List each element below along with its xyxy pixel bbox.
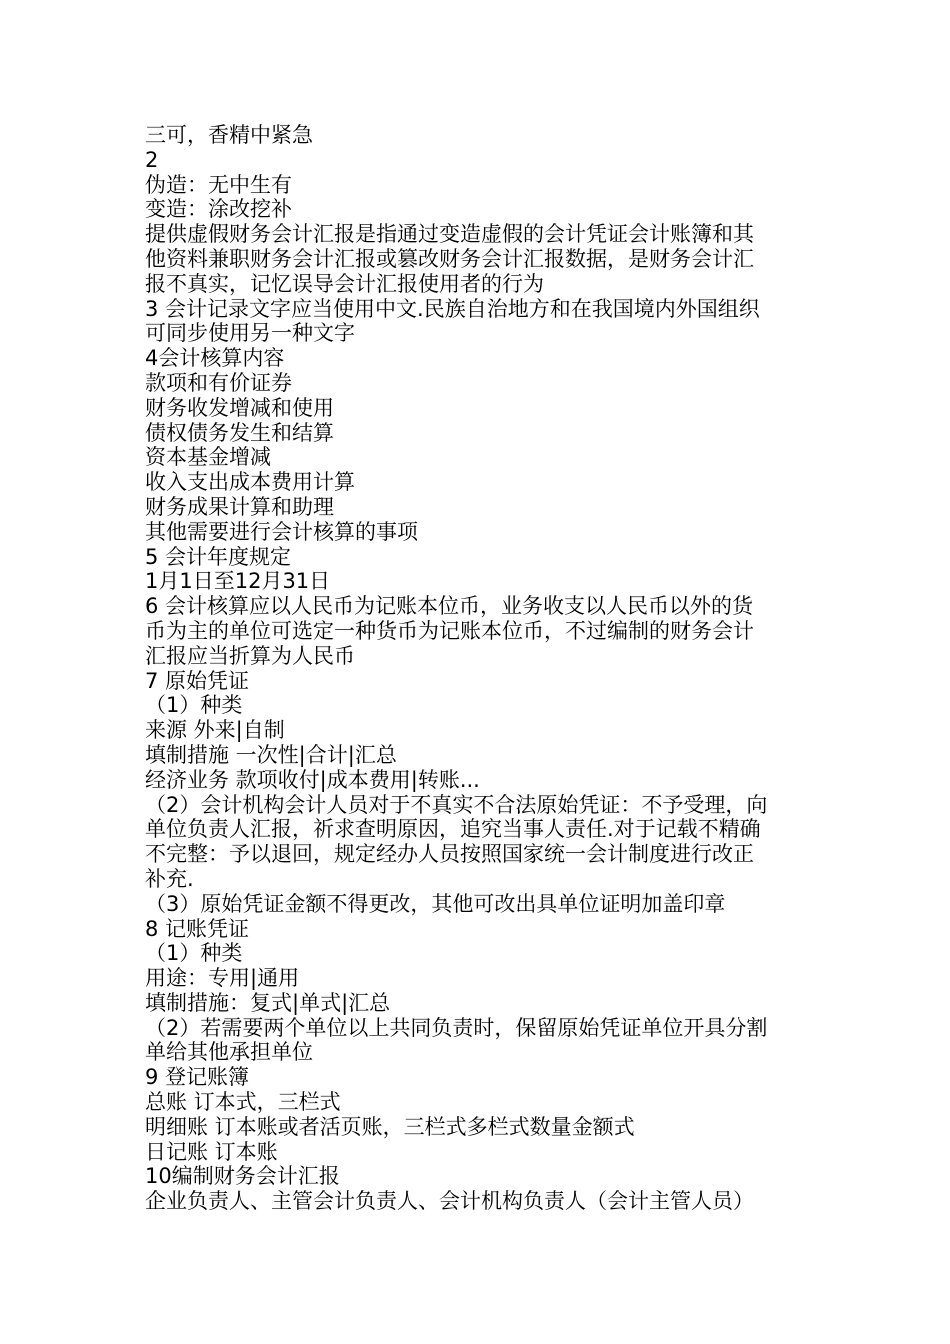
text-line: 日记账 订本账 xyxy=(145,1139,278,1164)
text-line: 财务收发增减和使用 xyxy=(145,395,334,420)
text-line: （2）若需要两个单位以上共同负责时，保留原始凭证单位开具分割 xyxy=(145,1015,768,1040)
text-line: 10编制财务会计汇报 xyxy=(145,1164,340,1189)
text-line: 经济业务 款项收付|成本费用|转账... xyxy=(145,767,480,792)
text-line: 单位负责人汇报，祈求查明原因，追究当事人责任.对于记载不精确 xyxy=(145,817,761,842)
text-line: 不完整：予以退回，规定经办人员按照国家统一会计制度进行改正 xyxy=(145,842,754,867)
text-line: 明细账 订本账或者活页账，三栏式多栏式数量金额式 xyxy=(145,1114,635,1139)
text-line: （3）原始凭证金额不得更改，其他可改出具单位证明加盖印章 xyxy=(145,891,726,916)
text-line: 填制措施 一次性|合计|汇总 xyxy=(145,742,397,767)
text-line: （1）种类 xyxy=(145,941,243,966)
text-line: 币为主的单位可选定一种货币为记账本位币，不过编制的财务会计 xyxy=(145,618,754,643)
text-line: 总账 订本式，三栏式 xyxy=(145,1090,341,1115)
document-body xyxy=(145,123,825,1214)
text-line: 4会计核算内容 xyxy=(145,346,285,371)
text-line: 3 会计记录文字应当使用中文.民族自治地方和在我国境内外国组织 xyxy=(145,296,760,321)
text-line: 报不真实，记忆误导会计汇报使用者的行为 xyxy=(145,271,544,296)
text-line: 财务成果计算和助理 xyxy=(145,494,334,519)
text-line: 用途：专用|通用 xyxy=(145,966,300,991)
text-line: 三可，香精中紧急 xyxy=(145,123,313,147)
text-line: 变造：涂改挖补 xyxy=(145,197,292,222)
text-line: 他资料兼职财务会计汇报或篡改财务会计汇报数据，是财务会计汇 xyxy=(145,246,754,271)
text-line: 填制措施：复式|单式|汇总 xyxy=(145,990,391,1015)
text-line: 补充. xyxy=(145,866,194,891)
text-line: （1）种类 xyxy=(145,693,243,718)
text-line: 7 原始凭证 xyxy=(145,668,250,693)
text-line: 来源 外来|自制 xyxy=(145,718,285,743)
text-line: 伪造：无中生有 xyxy=(145,172,292,197)
text-line: 收入支出成本费用计算 xyxy=(145,470,355,495)
text-line: 提供虚假财务会计汇报是指通过变造虚假的会计凭证会计账簿和其 xyxy=(145,222,754,247)
text-line: （2）会计机构会计人员对于不真实不合法原始凭证：不予受理，向 xyxy=(145,792,768,817)
text-line: 1月1日至12月31日 xyxy=(145,569,331,594)
text-line: 企业负责人、主管会计负责人、会计机构负责人（会计主管人员） xyxy=(145,1189,754,1214)
text-line: 债权债务发生和结算 xyxy=(145,420,334,445)
text-line: 8 记账凭证 xyxy=(145,916,250,941)
text-line: 可同步使用另一种文字 xyxy=(145,321,355,346)
text-line: 单给其他承担单位 xyxy=(145,1040,313,1065)
text-line: 2 xyxy=(145,147,159,172)
text-line: 其他需要进行会计核算的事项 xyxy=(145,519,418,544)
text-line: 5 会计年度规定 xyxy=(145,544,292,569)
text-line: 款项和有价证券 xyxy=(145,370,292,395)
text-line: 汇报应当折算为人民币 xyxy=(145,643,355,668)
text-line: 资本基金增减 xyxy=(145,445,271,470)
text-line: 6 会计核算应以人民币为记账本位币，业务收支以人民币以外的货 xyxy=(145,594,754,619)
text-line: 9 登记账簿 xyxy=(145,1065,250,1090)
